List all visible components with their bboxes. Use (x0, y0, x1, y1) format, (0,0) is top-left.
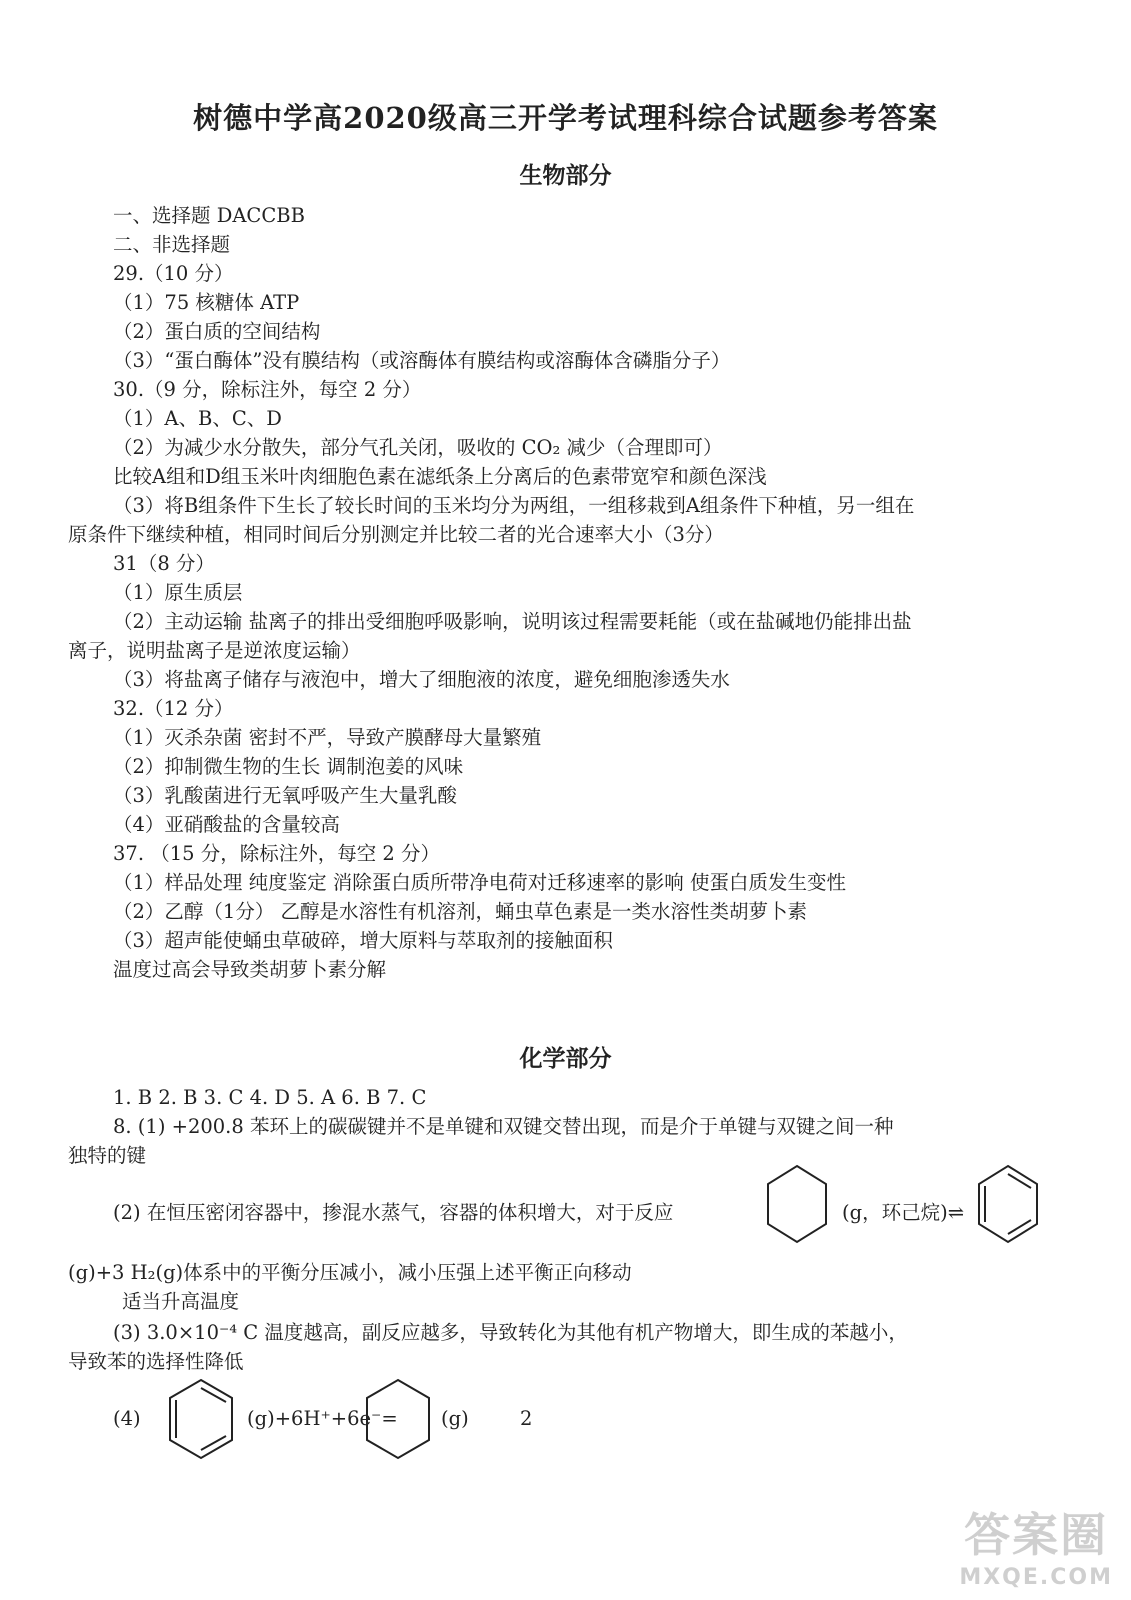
bio-line: （1）A、B、C、D (113, 407, 282, 430)
bio-line: （2）蛋白质的空间结构 (113, 320, 321, 343)
chem-q8-2-reaction: (g，环己烷)⇌ (842, 1201, 965, 1224)
bio-line: 二、非选择题 (113, 233, 231, 256)
bio-line: （2）为减少水分散失，部分气孔关闭，吸收的 CO₂ 减少（合理即可） (113, 436, 723, 459)
chem-q8-3: (3) 3.0×10⁻⁴ C 温度越高，副反应越多，导致转化为其他有机产物增大，即生成的苯越小， (113, 1321, 908, 1344)
bio-line: （1）灭杀杂菌 密封不严，导致产膜酵母大量繁殖 (113, 726, 542, 749)
bio-line: （1）75 核糖体 ATP (113, 291, 300, 314)
watermark-url: MXQE.COM (959, 1565, 1113, 1590)
bio-line: 离子，说明盐离子是逆浓度运输） (68, 639, 361, 662)
chem-q8-1: 8. (1) +200.8 苯环上的碳碳键并不是单键和双键交替出现，而是介于单键与双键之间一种 (113, 1115, 894, 1138)
bio-line: 29.（10 分） (113, 262, 234, 285)
bio-line: 一、选择题 DACCBB (113, 204, 305, 227)
bio-line: （1）样品处理 纯度鉴定 消除蛋白质所带净电荷对迁移速率的影响 使蛋白质发生变性 (113, 871, 847, 894)
bio-line: （3）将B组条件下生长了较长时间的玉米均分为两组，一组移栽到A组条件下种植，另一组在 (113, 494, 915, 517)
document-title: 树德中学高2020级高三开学考试理科综合试题参考答案 (193, 101, 938, 135)
chem-q8-4-equation: (g)+6H⁺+6e⁻= (247, 1407, 398, 1430)
watermark-logo (959, 1499, 1113, 1590)
bio-line: 比较A组和D组玉米叶肉细胞色素在滤纸条上分离后的色素带宽窄和颜色深浅 (113, 465, 767, 488)
bio-line: （3）乳酸菌进行无氧呼吸产生大量乳酸 (113, 784, 457, 807)
bio-line: 温度过高会导致类胡萝卜素分解 (113, 958, 387, 981)
bio-line: （4）亚硝酸盐的含量较高 (113, 813, 340, 836)
benzene-structure (973, 1162, 1043, 1248)
watermark-brand: 答案圈 (964, 1508, 1109, 1562)
chem-q8-2-cont: (g)+3 H₂(g)体系中的平衡分压减小，减小压强上述平衡正向移动 (68, 1261, 632, 1284)
biology-heading: 生物部分 (519, 162, 612, 189)
chem-choice-answers: 1. B 2. B 3. C 4. D 5. A 6. B 7. C (113, 1086, 427, 1109)
chem-q8-4-state: (g) (441, 1407, 469, 1430)
chemistry-heading: 化学部分 (519, 1045, 612, 1072)
bio-line: 31（8 分） (113, 552, 215, 575)
chem-q8-4-label: (4) (113, 1407, 141, 1430)
benzene-structure (164, 1376, 238, 1464)
bio-line: （2）抑制微生物的生长 调制泡姜的风味 (113, 755, 464, 778)
bio-line: 30.（9 分，除标注外，每空 2 分） (113, 378, 422, 401)
chem-q8-2: (2) 在恒压密闭容器中，掺混水蒸气，容器的体积增大，对于反应 (113, 1201, 674, 1224)
bio-line: （3）“蛋白酶体”没有膜结构（或溶酶体有膜结构或溶酶体含磷脂分子） (113, 349, 731, 372)
bio-line: 32.（12 分） (113, 697, 234, 720)
bio-line: 原条件下继续种植，相同时间后分别测定并比较二者的光合速率大小（3分） (68, 523, 724, 546)
chem-q8-4-answer: 2 (520, 1407, 533, 1430)
cyclohexane-structure (362, 1376, 434, 1464)
bio-line: （2）乙醇（1分） 乙醇是水溶性有机溶剂，蛹虫草色素是一类水溶性类胡萝卜素 (113, 900, 808, 923)
bio-line: （3）将盐离子储存与液泡中，增大了细胞液的浓度，避免细胞渗透失水 (113, 668, 730, 691)
bio-line: （3）超声能使蛹虫草破碎，增大原料与萃取剂的接触面积 (113, 929, 613, 952)
cyclohexane-structure (764, 1162, 830, 1248)
chem-q8-3-cont: 导致苯的选择性降低 (68, 1350, 244, 1373)
chem-q8-1-cont: 独特的键 (68, 1144, 147, 1167)
bio-line: （1）原生质层 (113, 581, 243, 604)
chem-q8-2-answer2: 适当升高温度 (122, 1290, 240, 1313)
bio-line: （2）主动运输 盐离子的排出受细胞呼吸影响，说明该过程需要耗能（或在盐碱地仍能排出盐 (113, 610, 912, 633)
bio-line: 37. （15 分，除标注外，每空 2 分） (113, 842, 441, 865)
